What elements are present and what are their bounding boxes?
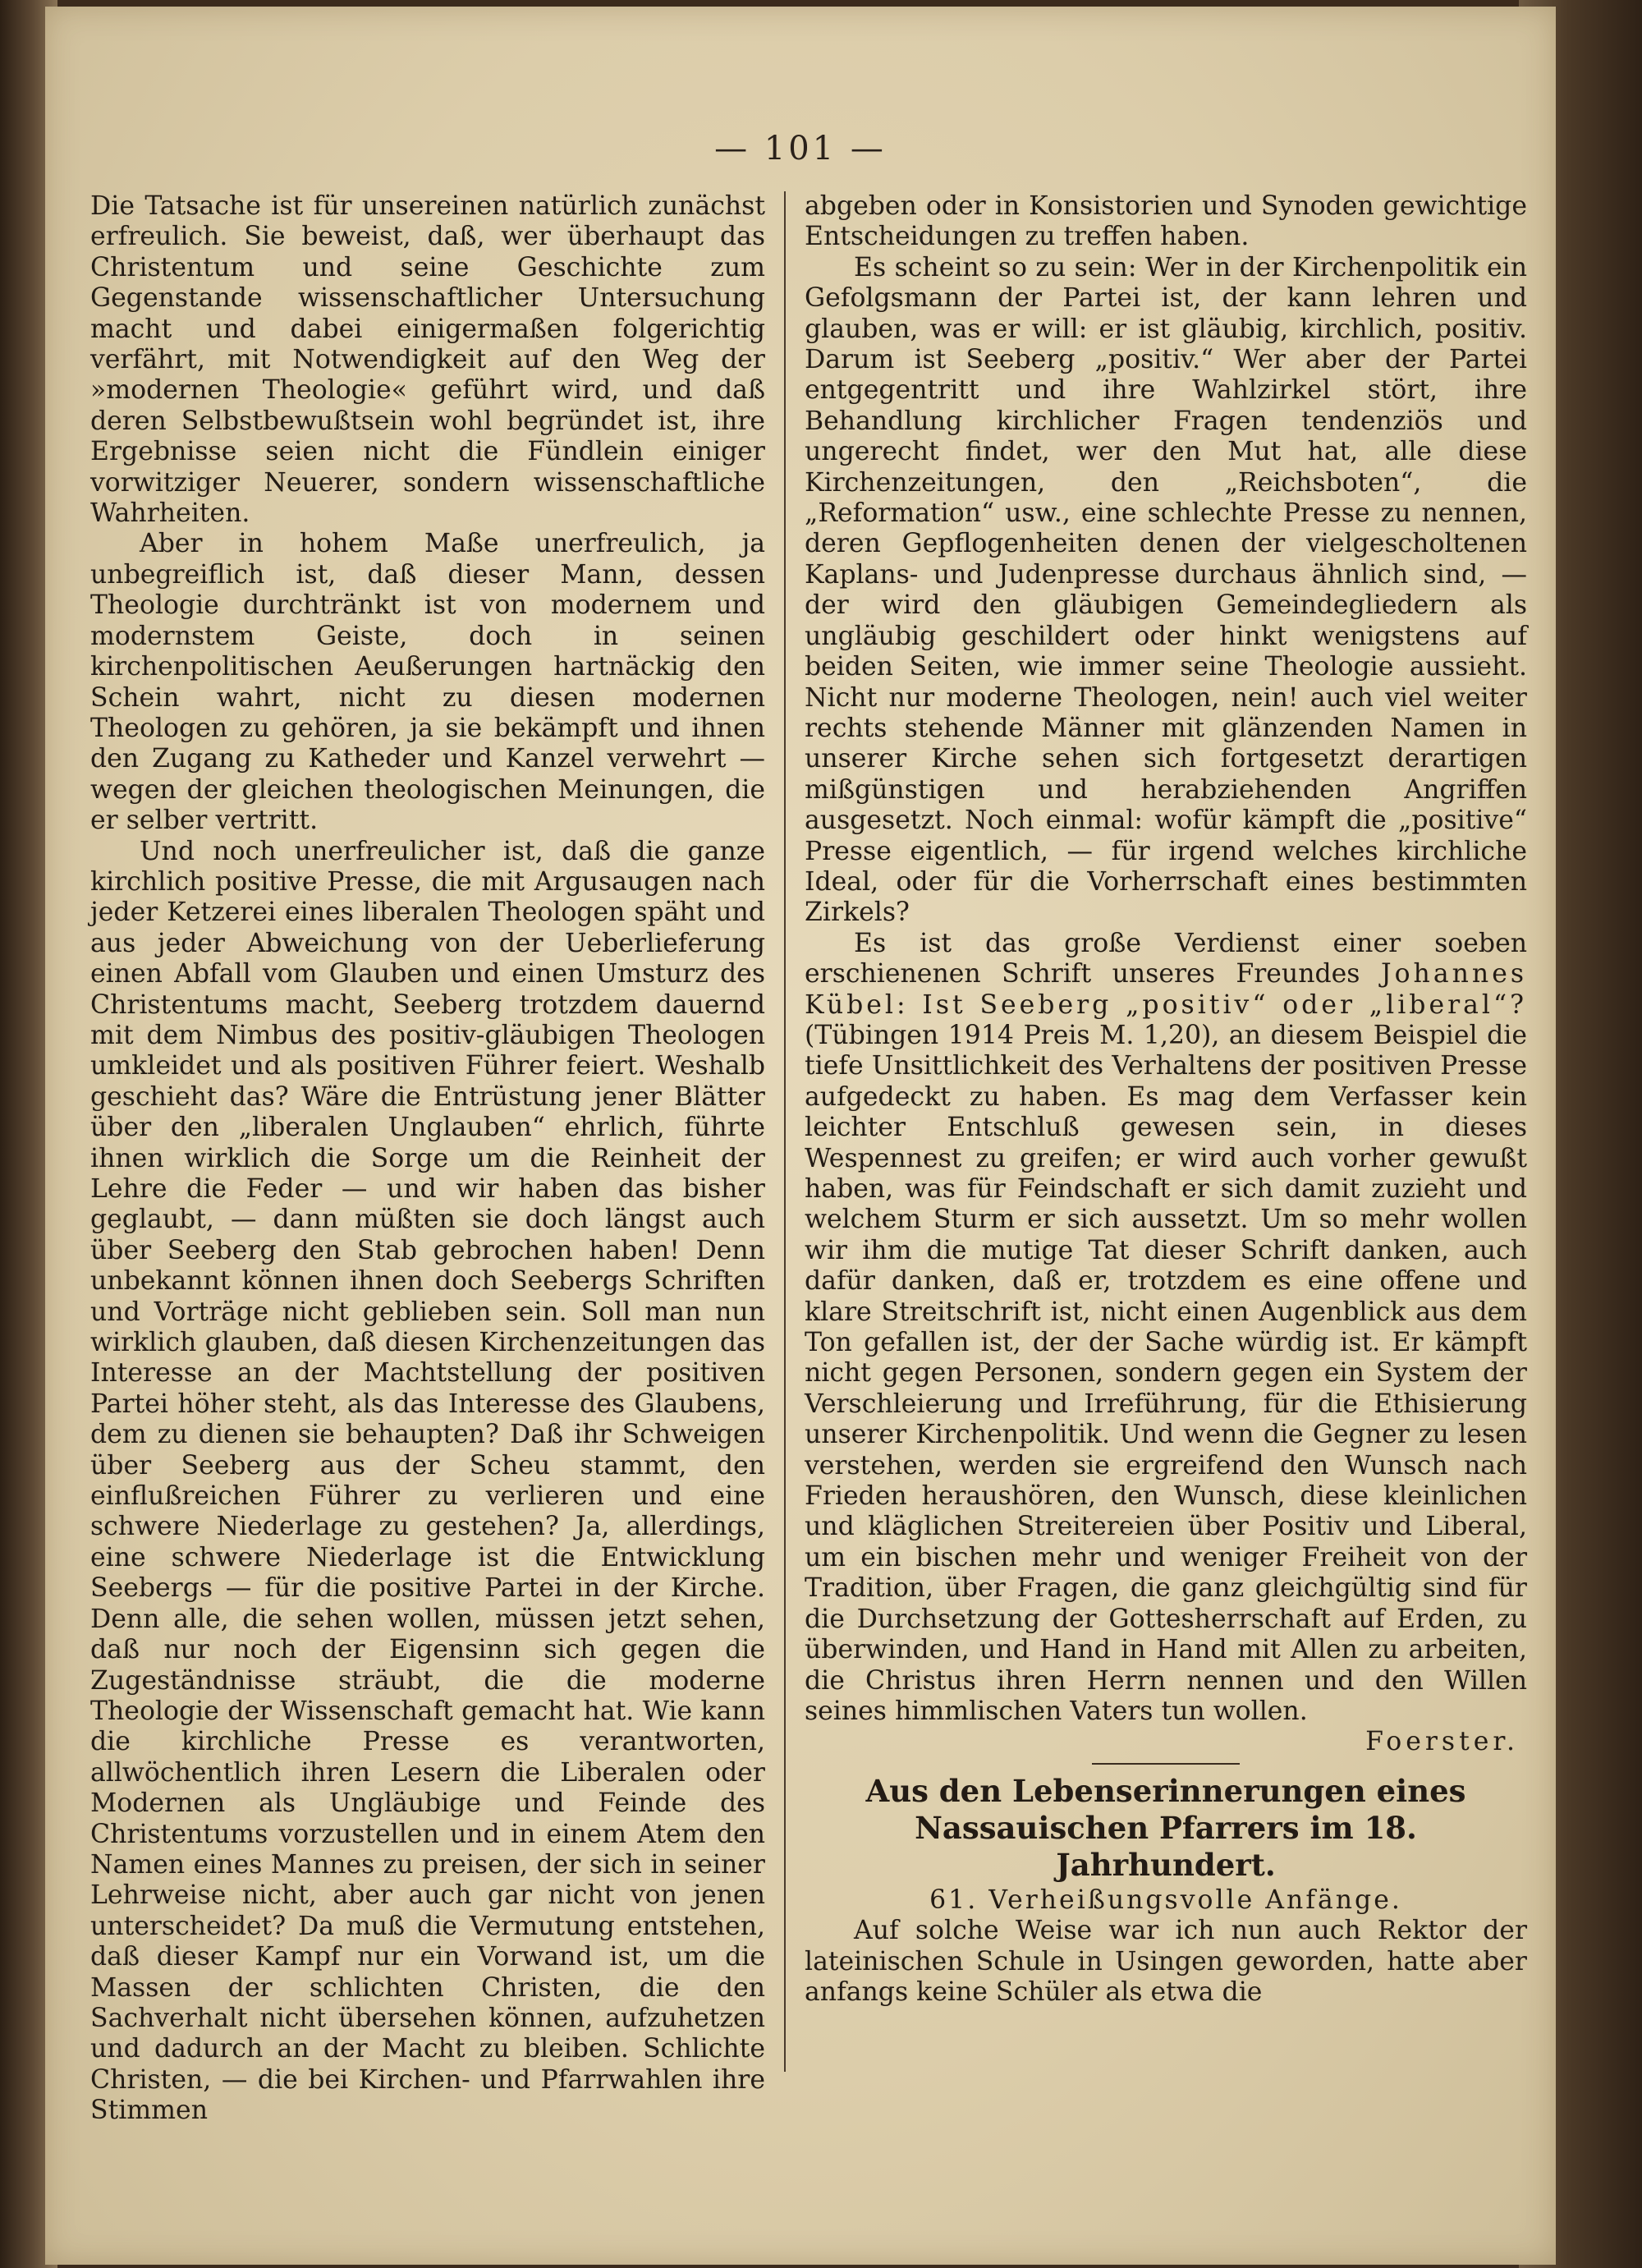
paragraph: Aber in hohem Maße unerfreulich, ja unbegreiflich ist, daß dieser Mann, dessen Theologie durchtränkt ist von modernem und modernstem Geiste, doch in seinen kirchenpolitischen Aeußerungen hartnäckig den Schein wahrt, nicht zu diesen modernen Theologen zu gehören, ja sie bekämpft und ihnen den Zugang zu Katheder und Kanzel verwehrt — wegen der gleichen theologischen Meinungen, die er selber vertritt. <box>90 529 765 836</box>
paragraph: Und noch unerfreulicher ist, daß die ganze kirchlich positive Presse, die mit Argusaugen nach jeder Ketzerei eines liberalen Theologen späht und aus jeder Abweichung von der Ueberlieferung einen Abfall vom Glauben und einen Umsturz des Christentums macht, Seeberg trotzdem dauernd mit dem Nimbus des positiv-gläubigen Theologen umkleidet und als positiven Führer feiert. Weshalb geschieht das? Wäre die Entrüstung jener Blätter über den „liberalen Unglauben“ ehrlich, führte ihnen wirklich die Sorge um die Reinheit der Lehre die Feder — und wir haben das bisher geglaubt, — dann müßten sie doch längst auch über Seeberg den Stab gebrochen haben! Denn unbekannt können ihnen doch Seebergs Schriften und Vorträge nicht geblieben sein. Soll man nun wirklich glauben, daß diesen Kirchenzeitungen das Interesse an der Machtstellung der positiven Partei höher steht, als das Interesse des Glaubens, dem zu dienen sie behaupten? Daß ihr Schweigen über Seeberg aus der Scheu stammt, den einflußreichen Führer zu verlieren und eine schwere Niederlage zu gestehen? Ja, allerdings, eine schwere Niederlage ist die Entwicklung Seebergs — für die positive Partei in der Kirche. Denn alle, die sehen wollen, müssen jetzt sehen, daß nur noch der Eigensinn sich gegen die Zugeständnisse sträubt, die die moderne Theologie der Wissenschaft gemacht hat. Wie kann die kirchliche Presse es verantworten, allwöchentlich ihren Lesern die Liberalen oder Modernen als Ungläubige und Feinde des Christentums vorzustellen und in einem Atem den Namen eines Mannes zu preisen, der sich in seiner Lehrweise nicht, aber auch gar nicht von jenen unterscheidet? Da muß die Vermutung entstehen, daß dieser Kampf nur ein Vorwand ist, um die Massen der schlichten Christen, die den Sachverhalt nicht übersehen können, aufzuhetzen und dadurch an der Macht zu bleiben. Schlichte Christen, — die bei Kirchen- und Pfarrwahlen ihre Stimmen <box>90 836 765 2126</box>
page-number: — 101 — <box>714 130 887 168</box>
section-divider <box>1092 1763 1240 1765</box>
paragraph-lead: Es ist das große Verdienst einer soeben erschienenen Schrift unseres Freundes <box>805 928 1527 989</box>
paragraph-rest: (Tübingen 1914 Preis M. 1,20), an diesem Beispiel die tiefe Unsittlichkeit des Verhaltens der positiven Presse aufgedeckt zu haben. Es mag dem Verfasser kein leichter Entschluß gewesen sein, in dieses Wespennest zu greifen; er wird auch vorher gewußt haben, was für Feindschaft er sich damit zuzieht und welchem Sturm er sich aussetzt. Um so mehr wollen wir ihm die mutige Tat dieser Schrift danken, auch dafür danken, daß er, trotzdem es eine offene und klare Streitschrift ist, nicht einen Augenblick aus dem Ton gefallen ist, der der Sache würdig ist. Er kämpft nicht gegen Personen, sondern gegen ein System der Verschleierung und Irreführung, für die Ethisierung unserer Kirchenpolitik. Und wenn die Gegner zu lesen verstehen, werden sie ergreifend den Wunsch nach Frieden heraushören, den Wunsch, diese kleinlichen und kläglichen Streitereien über Positiv und Liberal, um ein bischen mehr und weniger Freiheit von der Tradition, über Fragen, die ganz gleichgültig sind für die Durchsetzung der Gottesherrschaft auf Erden, zu überwinden, und Hand in Hand mit Allen zu arbeiten, die Christus ihren Herrn nennen und den Willen seines himmlischen Vaters tun wollen. <box>805 1020 1527 1726</box>
paragraph: Die Tatsache ist für unsereinen natürlich zunächst erfreulich. Sie beweist, daß, wer überhaupt das Christentum und seine Geschichte zum Gegenstande wissenschaftlicher Untersuchung macht und dabei einigermaßen folgerichtig verfährt, mit Notwendigkeit auf den Weg der »modernen Theologie« geführt wird, und daß deren Selbstbewußtsein wohl begründet ist, ihre Ergebnisse seien nicht die Fündlein einiger vorwitziger Neuerer, sondern wissenschaftliche Wahrheiten. <box>90 191 765 529</box>
book-title: : Ist Seeberg „positiv“ oder „liberal“? <box>897 989 1527 1020</box>
left-column <box>90 191 765 2127</box>
paragraph: Auf solche Weise war ich nun auch Rektor der lateinischen Schule in Usingen geworden, hatte aber anfangs keine Schüler als etwa die <box>805 1916 1527 2007</box>
author-name: Johannes Kübel <box>805 959 1527 1020</box>
paragraph <box>805 929 1527 1728</box>
paragraph: abgeben oder in Konsistorien und Synoden gewichtige Entscheidungen zu treffen haben. <box>805 191 1527 252</box>
section-title <box>805 1773 1527 1884</box>
subheading: 61. Verheißungsvolle Anfänge. <box>929 1885 1402 1915</box>
right-column <box>805 191 1527 2008</box>
column-divider <box>784 191 786 2072</box>
paragraph: Es scheint so zu sein: Wer in der Kirchenpolitik ein Gefolgsmann der Partei ist, der kann lehren und glauben, was er will: er ist gläubig, kirchlich, positiv. Darum ist Seeberg „positiv.“ Wer aber der Partei entgegentritt und ihre Wahlzirkel stört, ihre Behandlung kirchlicher Fragen tendenziös und ungerecht findet, wer den Mut hat, alle diese Kirchenzeitungen, den „Reichsboten“, die „Reformation“ usw., eine schlechte Presse zu nennen, deren Gepflogenheiten denen der vielgescholtenen Kaplans- und Judenpresse durchaus ähnlich sind, — der wird den gläubigen Gemeindegliedern als ungläubig geschildert oder hinkt wenigstens auf beiden Seiten, wie immer seine Theologie aussieht. Nicht nur moderne Theologen, nein! auch viel weiter rechts stehende Männer mit glänzenden Namen in unserer Kirche sehen sich fortgesetzt derartigen mißgünstigen und herabziehenden Angriffen ausgesetzt. Noch einmal: wofür kämpft die „positive“ Presse eigentlich, — für irgend welches kirchliche Ideal, oder für die Vorherrschaft eines bestimmten Zirkels? <box>805 252 1527 928</box>
section-title-line: Nassauischen Pfarrers im 18. Jahrhundert. <box>915 1809 1417 1883</box>
section-title-line: Aus den Lebenserinnerungen eines <box>865 1772 1466 1809</box>
book-page <box>45 7 1556 2265</box>
signature: Foerster. <box>1365 1727 1519 1757</box>
